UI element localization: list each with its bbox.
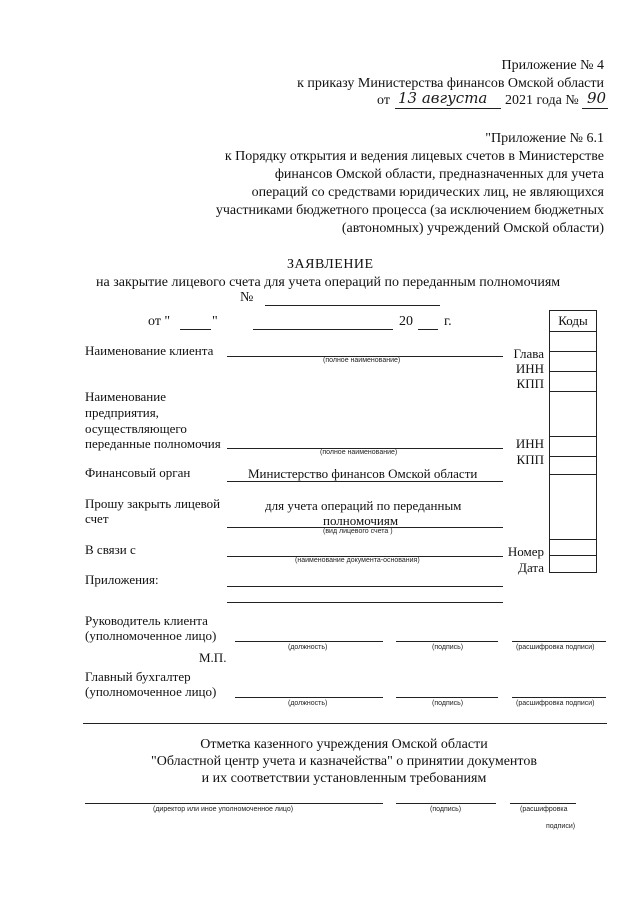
year-field[interactable] bbox=[418, 329, 438, 330]
code-label-nomer: Номер bbox=[507, 544, 544, 559]
accountant-decode-field[interactable] bbox=[512, 697, 606, 698]
code-label-glava: Глава bbox=[513, 346, 544, 361]
quote-close: " bbox=[212, 314, 218, 329]
head-position-field[interactable] bbox=[235, 641, 383, 642]
accountant-label-2: (уполномоченное лицо) bbox=[85, 684, 217, 699]
appendix-date-handwritten: 13 августа bbox=[398, 89, 488, 107]
accountant-label-1: Главный бухгалтер bbox=[85, 669, 191, 684]
year-prefix: 20 bbox=[399, 314, 413, 329]
code-label-kpp-2: КПП bbox=[516, 452, 544, 467]
request-hint: (вид лицевого счета ) bbox=[323, 528, 393, 535]
head-position-hint: (должность) bbox=[288, 644, 328, 651]
date-underline bbox=[395, 108, 501, 109]
code-label-inn-2: ИНН bbox=[515, 436, 544, 451]
appendix-from-label: от bbox=[377, 93, 390, 108]
accountant-signature-field[interactable] bbox=[396, 697, 498, 698]
fin-organ-field[interactable] bbox=[227, 481, 503, 482]
director-field[interactable] bbox=[85, 803, 383, 804]
client-name-hint: (полное наименование) bbox=[323, 357, 401, 364]
day-field[interactable] bbox=[180, 329, 211, 330]
document-subtitle: на закрытие лицевого счета для учета операций по переданным полномочиям bbox=[96, 275, 561, 290]
section-divider bbox=[83, 723, 607, 724]
codes-header: Коды bbox=[550, 311, 596, 332]
footer-line-3: и их соответствии установленным требованиям bbox=[201, 771, 487, 786]
annex-line-1: "Приложение № 6.1 bbox=[485, 131, 604, 146]
enterprise-label-1: Наименование bbox=[85, 389, 166, 404]
annex-line-2: к Порядку открытия и ведения лицевых счетов в Министерстве bbox=[224, 149, 604, 164]
month-field[interactable] bbox=[253, 329, 393, 330]
from-label: от " bbox=[148, 314, 171, 329]
head-decode-field[interactable] bbox=[512, 641, 606, 642]
enterprise-label-4: переданные полномочия bbox=[85, 436, 221, 451]
request-label-1: Прошу закрыть лицевой bbox=[85, 496, 221, 511]
code-label-kpp-1: КПП bbox=[516, 376, 544, 391]
number-label: № bbox=[240, 290, 254, 305]
accountant-position-hint: (должность) bbox=[288, 700, 328, 707]
footer-line-2: "Областной центр учета и казначейства" о принятии документов bbox=[151, 754, 537, 769]
accountant-signature-hint: (подпись) bbox=[432, 700, 464, 707]
appendix-number-handwritten: 90 bbox=[587, 89, 607, 107]
appendix-order: к приказу Министерства финансов Омской области bbox=[297, 76, 604, 91]
due-to-hint: (наименование документа-основания) bbox=[295, 557, 420, 564]
annex-line-3: финансов Омской области, предназначенных для учета bbox=[274, 167, 604, 182]
number-field[interactable] bbox=[265, 305, 440, 306]
head-label-2: (уполномоченное лицо) bbox=[85, 628, 217, 643]
number-underline bbox=[582, 108, 608, 109]
enterprise-label-3: осуществляющего bbox=[85, 421, 187, 436]
head-decode-hint: (расшифровка подписи) bbox=[516, 644, 595, 651]
director-decode-hint-1: (расшифровка bbox=[520, 806, 568, 813]
enterprise-label-2: предприятия, bbox=[85, 405, 159, 420]
fin-organ-label: Финансовый орган bbox=[85, 465, 191, 480]
request-value-2: полномочиям bbox=[323, 513, 399, 528]
appendix-number: Приложение № 4 bbox=[501, 58, 604, 73]
head-label-1: Руководитель клиента bbox=[85, 613, 208, 628]
director-decode-hint-2: подписи) bbox=[546, 823, 576, 830]
year-suffix: г. bbox=[444, 314, 452, 329]
director-signature-hint: (подпись) bbox=[430, 806, 462, 813]
annex-line-6: (автономных) учреждений Омской области) bbox=[341, 221, 604, 236]
head-signature-field[interactable] bbox=[396, 641, 498, 642]
director-decode-field[interactable] bbox=[510, 803, 576, 804]
enterprise-hint: (полное наименование) bbox=[320, 449, 398, 456]
head-signature-hint: (подпись) bbox=[432, 644, 464, 651]
appendix-year-label: 2021 года № bbox=[505, 93, 579, 108]
accountant-decode-hint: (расшифровка подписи) bbox=[516, 700, 595, 707]
fin-organ-value: Министерство финансов Омской области bbox=[248, 466, 478, 481]
director-hint: (директор или иное уполномоченное лицо) bbox=[153, 806, 294, 813]
attachments-field-1[interactable] bbox=[227, 586, 503, 587]
annex-line-5: участниками бюджетного процесса (за исключением бюджетных bbox=[215, 203, 604, 218]
request-label-2: счет bbox=[85, 511, 109, 526]
code-label-inn-1: ИНН bbox=[515, 361, 544, 376]
stamp-place-label: М.П. bbox=[199, 650, 227, 665]
request-value-1: для учета операций по переданным bbox=[265, 498, 462, 513]
client-name-label: Наименование клиента bbox=[85, 343, 214, 358]
accountant-position-field[interactable] bbox=[235, 697, 383, 698]
due-to-label: В связи с bbox=[85, 542, 136, 557]
annex-line-4: операций со средствами юридических лиц, не являющихся bbox=[251, 185, 604, 200]
attachments-label: Приложения: bbox=[85, 572, 159, 587]
director-signature-field[interactable] bbox=[396, 803, 496, 804]
document-title: ЗАЯВЛЕНИЕ bbox=[287, 257, 374, 272]
footer-line-1: Отметка казенного учреждения Омской области bbox=[200, 737, 488, 752]
attachments-field-2[interactable] bbox=[227, 602, 503, 603]
code-label-data: Дата bbox=[518, 560, 544, 575]
codes-table bbox=[549, 310, 597, 573]
